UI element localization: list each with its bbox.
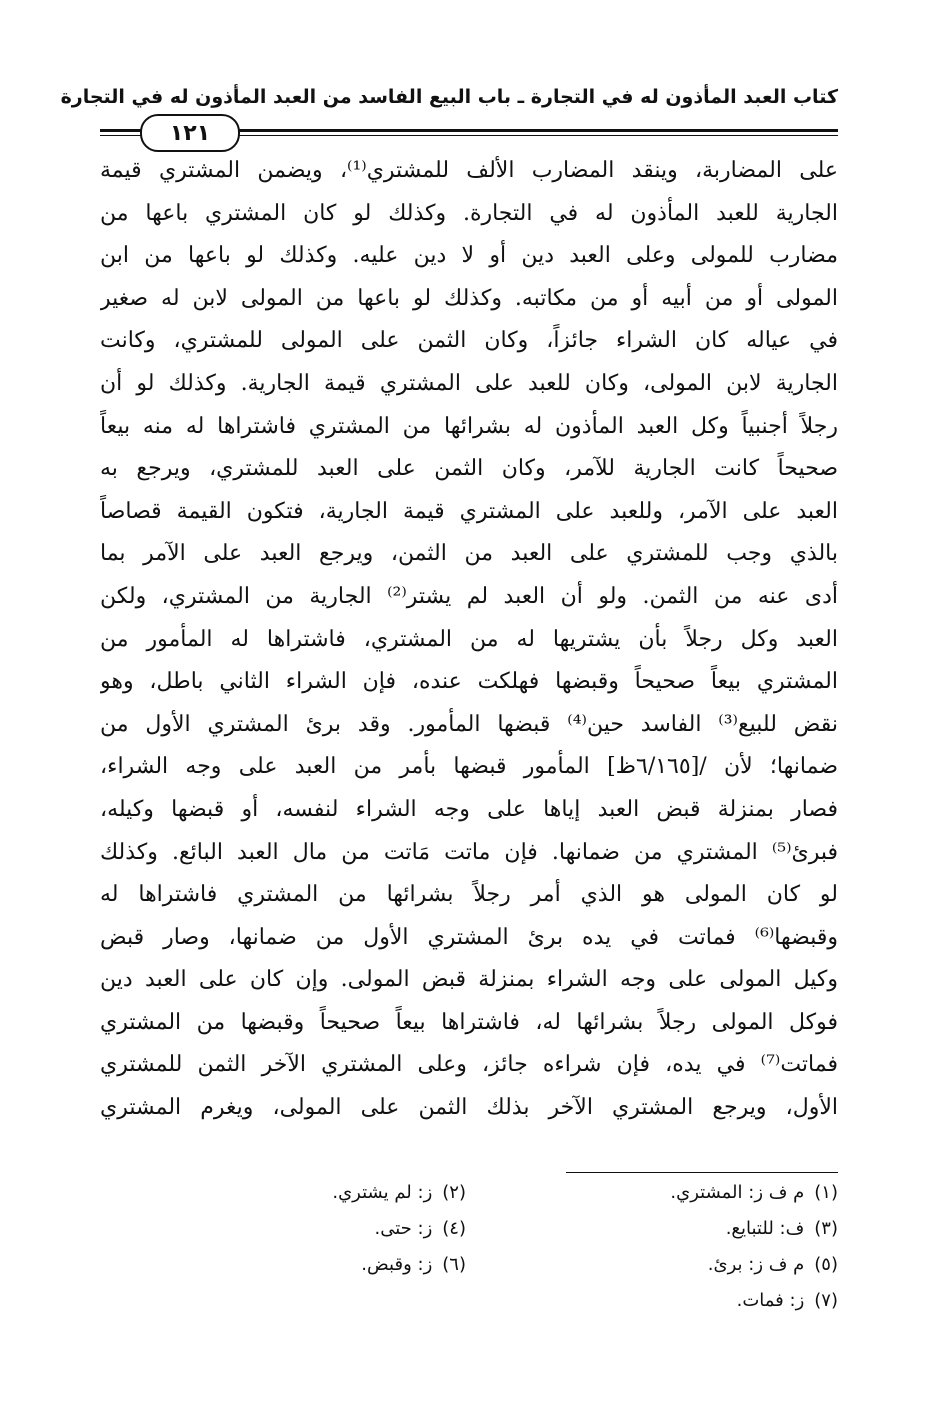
footnote-number: (٧) bbox=[814, 1290, 838, 1311]
text-line: في عياله كان الشراء جائزاً، وكان الثمن على المولى للمشتري، وكانت bbox=[100, 328, 838, 354]
text-line: العبد على الآمر، وللعبد على المشتري قيمة الجارية، فتكون القيمة قصاصاً bbox=[100, 498, 838, 524]
text-line: مضارب للمولى وعلى العبد دين أو لا دين عليه. وكذلك لو باعها من ابن bbox=[100, 243, 838, 269]
text-line: الجارية لابن المولى، وكان للعبد على المشتري قيمة الجارية. وكذلك لو أن bbox=[100, 370, 838, 396]
footnote-4 bbox=[375, 1218, 467, 1239]
text-line: صحيحاً كانت الجارية للآمر، وكان الثمن على العبد للمشتري، ويرجع به bbox=[100, 456, 838, 482]
footnote-number: (٥) bbox=[814, 1254, 838, 1275]
footnote-number: (٦) bbox=[442, 1254, 466, 1275]
footnote-6 bbox=[361, 1254, 466, 1275]
text-line: على المضاربة، وينقد المضارب الألف للمشتري⁽¹⁾، ويضمن المشتري قيمة bbox=[100, 158, 838, 183]
text-line: رجلاً أجنبياً وكل العبد المأذون له بشرائها من المشتري فاشتراها له منه بيعاً bbox=[100, 413, 838, 439]
text-line: فماتت⁽⁷⁾ في يده، فإن شراءه جائز، وعلى المشتري الآخر الثمن للمشتري bbox=[100, 1052, 838, 1078]
text-line: نقض للبيع⁽³⁾ الفاسد حين⁽⁴⁾ قبضها المأمور. وقد برئ المشتري الأول من bbox=[100, 711, 838, 737]
footnote-text: م ف ز: برئ. bbox=[707, 1254, 805, 1275]
text-line: فبرئ⁽⁵⁾ المشتري من ضمانها. فإن ماتت مَاتت من مال العبد البائع. وكذلك bbox=[100, 839, 838, 865]
text-line: لو كان المولى هو الذي أمر رجلاً بشرائها من المشتري فاشتراها له bbox=[100, 882, 838, 908]
text-line: أدى عنه من الثمن. ولو أن العبد لم يشتر⁽²⁾ الجارية من المشتري، ولكن bbox=[100, 583, 838, 609]
footnote-text: ف: للتبايع. bbox=[725, 1218, 805, 1239]
text-line: فصار بمنزلة قبض العبد إياها على وجه الشراء لنفسه، أو قبضها وكيله، bbox=[100, 796, 838, 822]
page-number: ١٢١ bbox=[140, 114, 240, 152]
text-line: المشتري بيعاً صحيحاً وقبضها فهلكت عنده، فإن الشراء الثاني باطل، وهو bbox=[100, 669, 838, 695]
text-line: وقبضها⁽⁶⁾ فماتت في يده برئ المشتري الأول من ضمانها، وصار قبض bbox=[100, 924, 838, 950]
footnote-text: ز: فمات. bbox=[736, 1290, 805, 1311]
text-line: الجارية للعبد المأذون له في التجارة. وكذلك لو كان المشتري باعها من bbox=[100, 200, 838, 226]
text-line: بالذي وجب للمشتري على العبد من الثمن، ويرجع العبد على الآمر بما bbox=[100, 541, 838, 567]
text-line: ضمانها؛ لأن /[٦/١٦٥ظ] المأمور قبضها بأمر من العبد على وجه الشراء، bbox=[100, 754, 838, 780]
footnote-text: ز: حتى. bbox=[374, 1218, 433, 1239]
text-line: فوكل المولى رجلاً بشرائها له، فاشتراها بيعاً صحيحاً وقبضها من المشتري bbox=[100, 1009, 838, 1035]
footnote-2 bbox=[332, 1182, 466, 1203]
text-line: الأول، ويرجع المشتري الآخر بذلك الثمن على المولى، ويغرم المشتري bbox=[100, 1095, 838, 1121]
page-header bbox=[60, 80, 838, 150]
text-line: وكيل المولى على وجه الشراء بمنزلة قبض المولى. وإن كان على العبد دين bbox=[100, 967, 838, 993]
running-head: كتاب العبد المأذون له في التجارة ـ باب البيع الفاسد من العبد المأذون له في التجارة bbox=[60, 86, 838, 108]
footnote-5 bbox=[708, 1254, 838, 1275]
footnote-text: م ف ز: المشتري. bbox=[670, 1182, 805, 1203]
footnote-text: ز: وقبض. bbox=[361, 1254, 433, 1275]
text-line: المولى أو من أبيه أو من مكاتبه. وكذلك لو باعها من المولى لابن له صغير bbox=[100, 285, 838, 311]
footnote-number: (٣) bbox=[814, 1218, 838, 1239]
footnote-3 bbox=[726, 1218, 838, 1239]
footnote-number: (٢) bbox=[442, 1182, 466, 1203]
text-line: العبد وكل رجلاً بأن يشتريها له من المشتري، فاشتراها له المأمور من bbox=[100, 626, 838, 652]
footnote-number: (١) bbox=[814, 1182, 838, 1203]
footnote-number: (٤) bbox=[442, 1218, 466, 1239]
footnote-7 bbox=[737, 1290, 838, 1311]
footnote-rule bbox=[566, 1172, 838, 1173]
footnote-text: ز: لم يشتري. bbox=[332, 1182, 433, 1203]
footnote-1 bbox=[670, 1182, 838, 1203]
body-text bbox=[100, 150, 838, 1130]
